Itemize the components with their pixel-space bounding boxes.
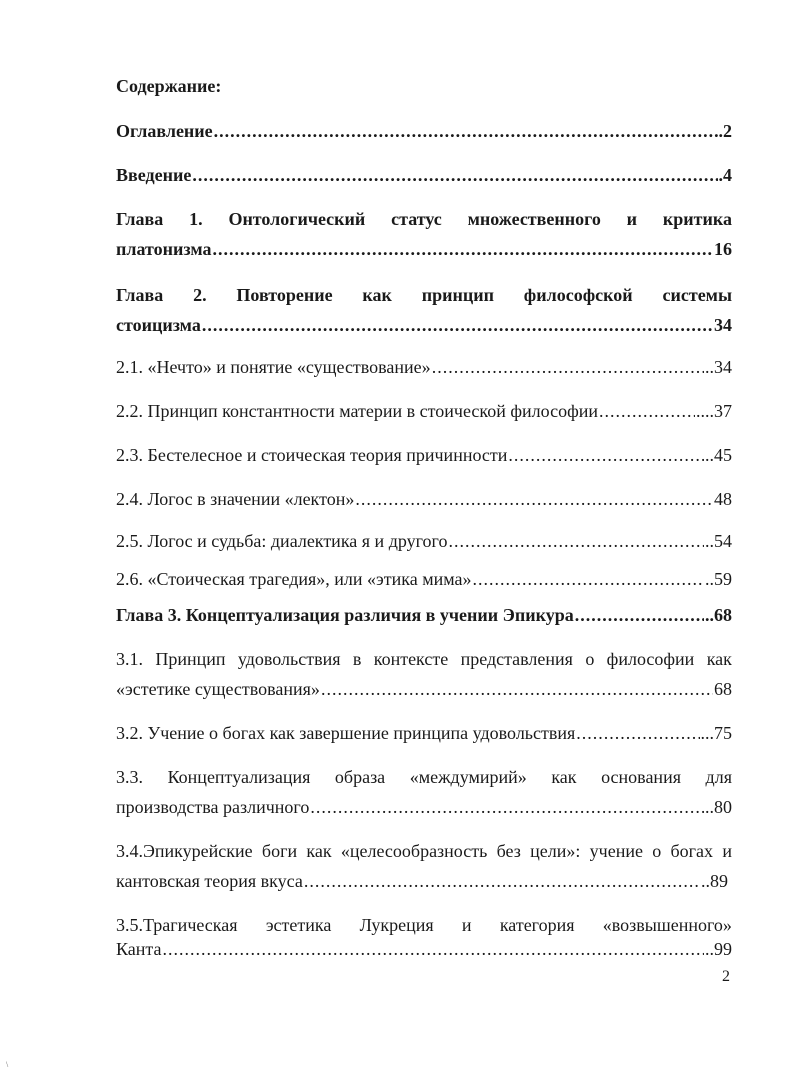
word: Концептуализация (167, 767, 311, 787)
toc-entry-page: ..99 (705, 939, 732, 959)
toc-entry-chapter-1-cont[interactable] (116, 238, 732, 260)
toc-entry-title-line (116, 284, 732, 306)
toc-entry-3-1-cont[interactable] (116, 678, 732, 700)
toc-entry-chapter-2-cont[interactable] (116, 314, 732, 336)
toc-entry-chapter-2[interactable] (116, 284, 732, 306)
dot-leader (162, 938, 704, 960)
word: для (705, 767, 732, 787)
toc-entry-title-line (116, 840, 732, 862)
word: системы (662, 285, 732, 305)
toc-entry-title: 2.6. «Стоическая трагедия», или «этика мима» (116, 569, 472, 589)
toc-entry-3-3-cont[interactable] (116, 796, 732, 818)
word: и (461, 915, 472, 935)
toc-entry-2-1[interactable] (116, 356, 732, 378)
word: принцип (421, 285, 494, 305)
word: 3.1. (116, 649, 143, 669)
toc-entry-3-1[interactable] (116, 648, 732, 670)
dot-leader (310, 796, 704, 818)
toc-entry-2-5[interactable] (116, 530, 732, 552)
toc-entry-title: 2.1. «Нечто» и понятие «существование» (116, 357, 431, 377)
word: Повторение (236, 285, 333, 305)
page-number: 2 (722, 968, 730, 985)
word: и (722, 841, 732, 861)
toc-entry-contents[interactable] (116, 120, 732, 142)
toc-entry-title: Введение (116, 165, 192, 185)
dot-leader (202, 314, 713, 336)
toc-entry-3-4-cont[interactable] (116, 870, 728, 892)
word: представления (460, 649, 573, 669)
word: философской (523, 285, 633, 305)
word: 3.3. (116, 767, 143, 787)
word: философии (606, 649, 695, 669)
toc-entry-2-4[interactable] (116, 488, 732, 510)
dot-leader (448, 530, 704, 552)
word: критика (662, 209, 732, 229)
toc-entry-title-line (116, 766, 732, 788)
toc-entry-title: «эстетике существования» (116, 679, 320, 699)
word: множественного (467, 209, 601, 229)
word: категория (499, 915, 575, 935)
toc-entry-title: 2.5. Логос и судьба: диалектика я и другого (116, 531, 448, 551)
word: статус (391, 209, 442, 229)
toc-entry-title: Глава 3. Концептуализация различия в учении Эпикура (116, 605, 574, 625)
toc-entry-title: 2.2. Принцип константности материи в стоической философии (116, 401, 599, 421)
dot-leader (304, 870, 700, 892)
toc-entry-3-5[interactable] (116, 914, 732, 936)
dot-leader (212, 238, 713, 260)
toc-entry-page: ....37 (696, 401, 732, 421)
dot-leader (214, 120, 718, 142)
word: образа (334, 767, 386, 787)
word: 3.4.Эпикурейские (116, 841, 253, 861)
toc-entry-title: производства различного (116, 797, 310, 817)
word: «возвышенного» (602, 915, 732, 935)
toc-entry-page: ..59 (705, 569, 732, 589)
word: без (496, 841, 521, 861)
toc-entry-3-2[interactable] (116, 722, 732, 744)
dot-leader (432, 356, 704, 378)
toc-entry-page: 68 (714, 679, 732, 699)
toc-entry-page: 34 (714, 315, 732, 335)
scan-mark: \ (6, 1060, 9, 1069)
word: и (626, 209, 638, 229)
toc-entry-title: платонизма (116, 239, 212, 259)
word: контексте (373, 649, 449, 669)
word: как (362, 285, 392, 305)
toc-entry-page: 16 (714, 239, 732, 259)
toc-entry-page: .2 (718, 121, 732, 141)
toc-entry-title: 2.4. Логос в значении «лектон» (116, 489, 355, 509)
word: удовольствия (237, 649, 341, 669)
toc-entry-chapter-1[interactable] (116, 208, 732, 230)
toc-entry-title: Канта (116, 939, 162, 959)
toc-entry-page: .4 (718, 165, 732, 185)
toc-entry-page: 48 (714, 489, 732, 509)
word: эстетика (265, 915, 332, 935)
word: «междумирий» (409, 767, 527, 787)
dot-leader (192, 164, 717, 186)
toc-entry-3-5-cont[interactable] (116, 938, 732, 960)
word: боги (261, 841, 298, 861)
word: Онтологический (228, 209, 366, 229)
toc-entry-title-line (116, 208, 732, 230)
word: о (652, 841, 662, 861)
toc-entry-chapter-3[interactable] (116, 604, 732, 626)
word: Глава (116, 209, 164, 229)
word: 2. (193, 285, 207, 305)
word: о (585, 649, 595, 669)
word: цели»: (530, 841, 581, 861)
word: 1. (189, 209, 203, 229)
toc-entry-2-3[interactable] (116, 444, 732, 466)
toc-entry-title: стоицизма (116, 315, 201, 335)
toc-entry-page: ...75 (700, 723, 732, 743)
toc-entry-3-3[interactable] (116, 766, 732, 788)
word: как (551, 767, 577, 787)
toc-entry-2-2[interactable] (116, 400, 732, 422)
toc-entry-2-6[interactable] (116, 568, 732, 590)
toc-entry-page: ..54 (705, 531, 732, 551)
dot-leader (473, 568, 704, 590)
toc-entry-introduction[interactable] (116, 164, 732, 186)
word: Глава (116, 285, 164, 305)
toc-entry-page: ..45 (705, 445, 732, 465)
toc-entry-title-line (116, 914, 732, 936)
word: «целесообразность (340, 841, 488, 861)
toc-entry-title: 2.3. Бестелесное и стоическая теория причинности (116, 445, 508, 465)
toc-entry-page: ..89 (701, 871, 728, 891)
word: основания (601, 767, 681, 787)
toc-entry-title: Оглавление (116, 121, 213, 141)
word: в (352, 649, 362, 669)
word: как (306, 841, 332, 861)
dot-leader (321, 678, 713, 700)
toc-entry-title-line (116, 648, 732, 670)
dot-leader (599, 400, 695, 422)
dot-leader (508, 444, 704, 466)
toc-entry-title: кантовская теория вкуса (116, 871, 303, 891)
toc-entry-page: ..68 (705, 605, 732, 625)
toc-entry-page: ..34 (705, 357, 732, 377)
dot-leader (355, 488, 713, 510)
toc-entry-title: 3.2. Учение о богах как завершение принципа удовольствия (116, 723, 576, 743)
word: учение (589, 841, 643, 861)
toc-entry-page: ..80 (705, 797, 732, 817)
word: Принцип (155, 649, 226, 669)
toc-entry-3-4[interactable] (116, 840, 732, 862)
word: как (706, 649, 732, 669)
word: 3.5.Трагическая (116, 915, 238, 935)
word: богах (670, 841, 714, 861)
toc-heading: Содержание: (116, 76, 222, 96)
dot-leader (575, 604, 704, 626)
word: Лукреция (359, 915, 434, 935)
dot-leader (576, 722, 699, 744)
